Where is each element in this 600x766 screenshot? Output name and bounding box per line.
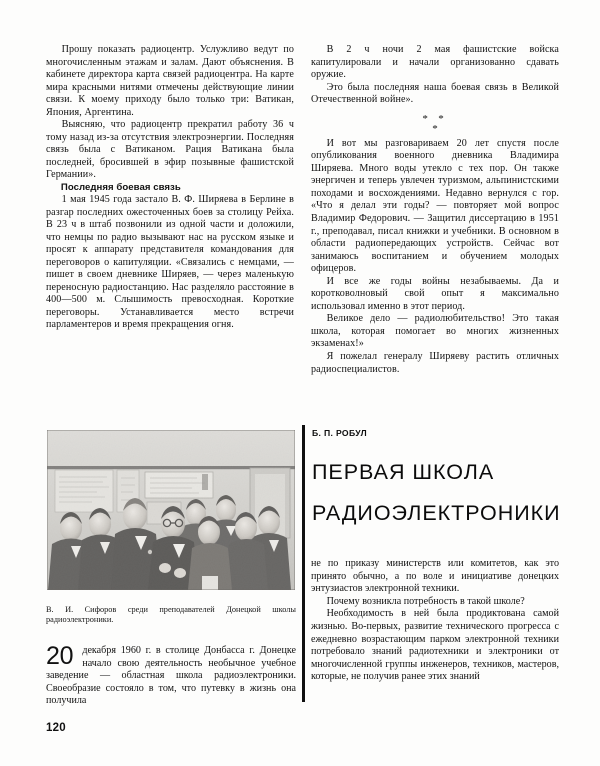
right-column-text: [311, 44, 559, 376]
paragraph: Великое дело — радиолюбительство! Это такая школа, которая помогает во многих жизненных экзаменах!»: [311, 313, 559, 350]
paragraph: Прошу показать радиоцентр. Услужливо ведут по многочисленным этажам и залам. Дают объяснения. В кабинете директора карта связей радиоцентра. На карте мира красными нитями отмечены действующие линии связи. К моему приходу было только три: Ватикан, Япония, Аргентина.: [46, 44, 294, 118]
lead-paragraph-text: декабря 1960 г. в столице Донбасса г. Донецке начало свою деятельность необычное учебное заведение — областная школа радиоэлектроники. Своеобразие состояло в том, что путевку в жизнь она получила: [46, 645, 296, 707]
paragraph: 1 мая 1945 года застало В. Ф. Ширяева в Берлине в разгар последних ожесточенных боев за столицу Рейха. В 23 ч в штаб позвонили из одной части и доложили, что немцы по радио вызывают нас на русском языке и просят к аппарату представителя командования для переговоров о капитуляции. «Связались с немцами, — пишет в своем дневнике Ширяев, — через маленькую переносную радиостанцию. Нас разделяло расстояние в 400—500 м. Слышимость превосходная. Короткие переговоры. Устанавливается место встречи парламентеров и время прекращения огня.: [46, 194, 294, 331]
headline-line-1: ПЕРВАЯ ШКОЛА: [312, 460, 495, 484]
paragraph: Я пожелал генералу Ширяеву растить отличных радиоспециалистов.: [311, 351, 559, 375]
paragraph: В 2 ч ночи 2 мая фашистские войска капитулировали и начали организованно сдавать оружие.: [311, 44, 559, 81]
asterisk-row-bottom: *: [432, 122, 438, 135]
paragraph: Необходимость в ней была продиктована самой жизнью. Во-первых, развитие технического прогресса с ежедневно возрастающим парком электронной техники потребовало знаний радиотехники и электроники от многочисленной группы инженеров, техников, мастеров, которые, не получив ранее этих знаний: [311, 608, 559, 683]
article-headline: [312, 452, 562, 534]
headline-line-2: РАДИОЭЛЕКТРОНИКИ: [312, 501, 561, 525]
article-body-text: [311, 558, 559, 684]
vertical-divider-rule: [302, 425, 305, 702]
left-column-text: [46, 44, 294, 332]
paragraph: Это была последняя наша боевая связь в Великой Отечественной войне».: [311, 81, 559, 106]
article-byline: Б. П. РОБУЛ: [312, 428, 368, 438]
asterisk-separator: [311, 114, 559, 134]
photo-caption: В. И. Сифоров среди преподавателей Донецкой школы радиоэлектроники.: [46, 605, 296, 625]
section-subheading: Последняя боевая связь: [60, 182, 181, 194]
page-number: 120: [46, 722, 66, 734]
paragraph: И вот мы разговариваем 20 лет спустя после опубликования военного дневника Владимира Ширяева. Много воды утекло с тех пор. Он также энергичен и теперь увлечен туризмом, альпинистскими походами и восхождениями. Недавно вернулся с гор. «Что я делал эти годы? — повторяет мой вопрос Владимир Федорович. — Защитил диссертацию в 1951 г., преподавал, писал книжки и учебники. В основном в области радиопередающих устройств. Сейчас вот занимаюсь воспитанием и обучением молодых офицеров.: [311, 137, 559, 275]
drop-cap-number: 20: [46, 642, 74, 670]
paragraph: не по приказу министерств или комитетов, как это принято обычно, а по воле и инициативе донецких энтузиастов электронной техники.: [311, 558, 559, 595]
photo-frame: [47, 430, 295, 590]
photograph-group-portrait: [47, 430, 295, 590]
paragraph: Почему возникла потребность в такой школе?: [326, 595, 525, 607]
paragraph: Выясняю, что радиоцентр прекратил работу 36 ч тому назад из-за отсутствия электроэнергии. Последняя связь была с Ватиканом. Рация Ватикана была последней, бросившей в эфир позывные фашистской Германии».: [46, 119, 294, 181]
article-lead-paragraph: [46, 642, 296, 708]
asterisk-row-top: * *: [422, 112, 448, 125]
paragraph: И все же годы войны незабываемы. Да и коротковолновый свой опыт я максимально использовал именно в этот период.: [311, 275, 559, 312]
